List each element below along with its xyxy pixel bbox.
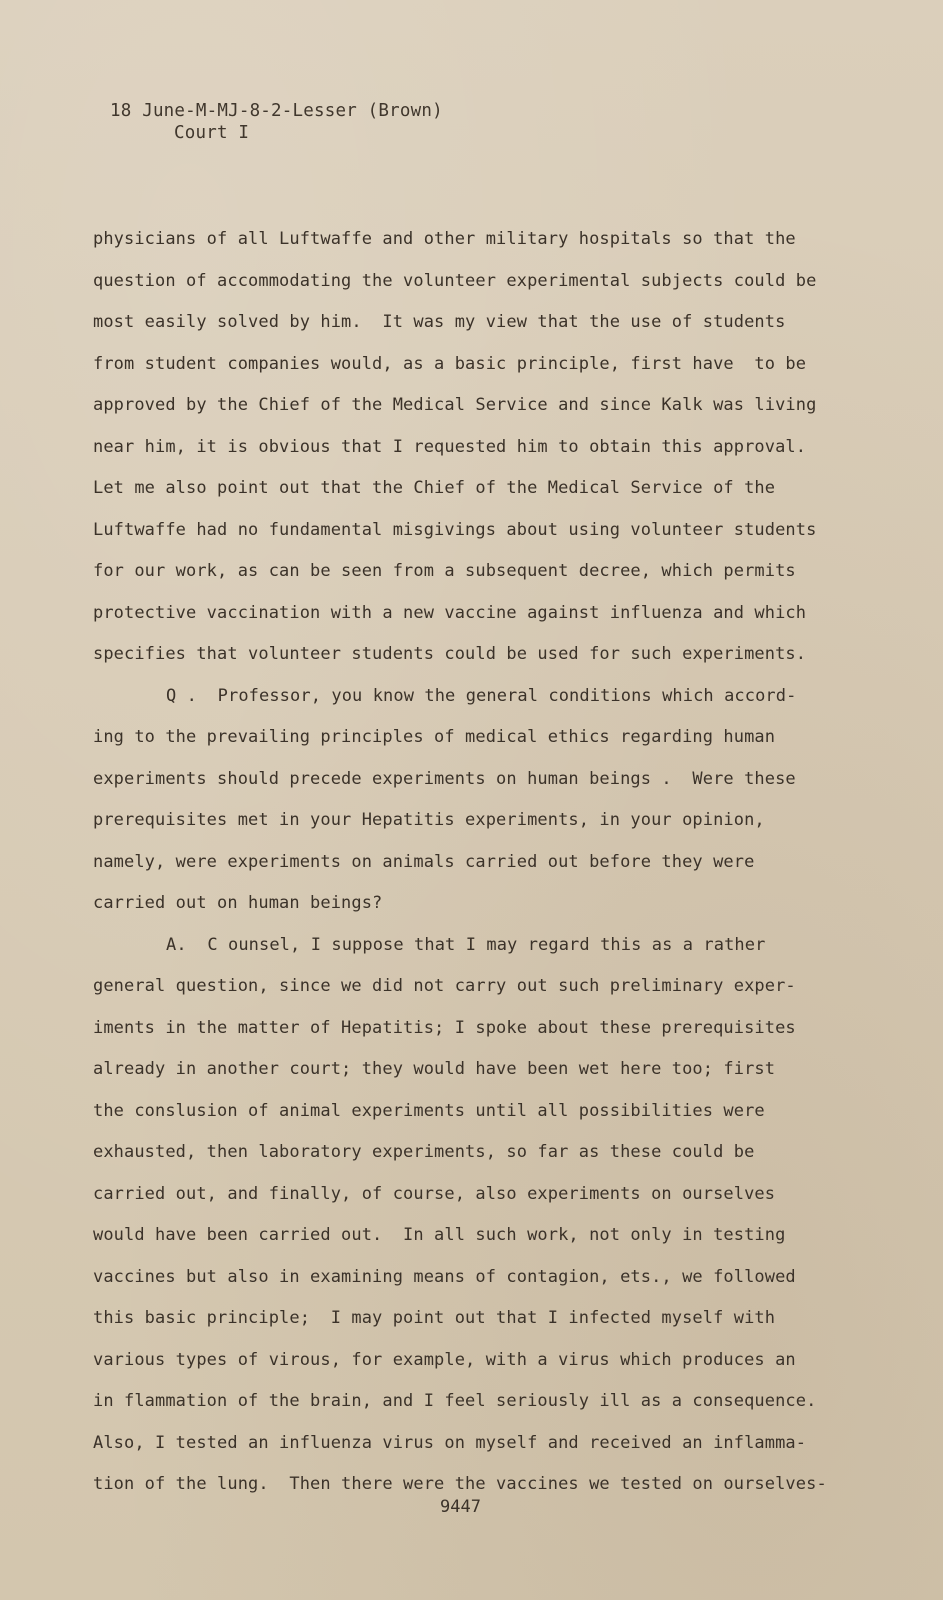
text-line: already in another court; they would have been wet here too; first bbox=[93, 1059, 776, 1079]
text-line: carried out, and finally, of course, also experiments on ourselves bbox=[93, 1183, 776, 1204]
text-line: most easily solved by him. It was my view that the use of students bbox=[93, 312, 786, 332]
answer-line: A. C ounsel, I suppose that I may regard this as a rather bbox=[166, 934, 766, 955]
text-line: this basic principle; I may point out that I infected myself with bbox=[93, 1308, 776, 1328]
question-line: Q . Professor, you know the general conditions which accord- bbox=[166, 685, 797, 706]
text-line: the conslusion of animal experiments until all possibilities were bbox=[93, 1100, 765, 1121]
text-line: protective vaccination with a new vaccine against influenza and which bbox=[93, 602, 807, 623]
text-line: Also, I tested an influenza virus on myself and received an inflamma- bbox=[93, 1432, 807, 1453]
text-line: iments in the matter of Hepatitis; I spoke about these prerequisites bbox=[93, 1017, 796, 1038]
header-reference-line: 18 June-M-MJ-8-2-Lesser (Brown) bbox=[110, 101, 443, 121]
text-line: specifies that volunteer students could be used for such experiments. bbox=[93, 644, 807, 664]
text-line: question of accommodating the volunteer experimental subjects could be bbox=[93, 270, 817, 291]
text-line: carried out on human beings? bbox=[93, 893, 383, 913]
text-line: general question, since we did not carry out such preliminary exper- bbox=[93, 976, 796, 996]
page-header bbox=[110, 100, 443, 144]
text-line: near him, it is obvious that I requested him to obtain this approval. bbox=[93, 436, 807, 457]
text-line: exhausted, then laboratory experiments, so far as these could be bbox=[93, 1142, 755, 1162]
text-line: various types of virous, for example, with a virus which produces an bbox=[93, 1349, 796, 1370]
text-line: vaccines but also in examining means of contagion, ets., we followed bbox=[93, 1266, 796, 1287]
text-line: experiments should precede experiments on human beings . Were these bbox=[93, 768, 796, 789]
page-number: 9447 bbox=[440, 1497, 481, 1517]
text-line: ing to the prevailing principles of medical ethics regarding human bbox=[93, 727, 776, 747]
text-line: Let me also point out that the Chief of the Medical Service of the bbox=[93, 478, 776, 498]
text-line: Luftwaffe had no fundamental misgivings about using volunteer students bbox=[93, 519, 817, 540]
text-line: for our work, as can be seen from a subsequent decree, which permits bbox=[93, 561, 796, 581]
text-line: would have been carried out. In all such work, not only in testing bbox=[93, 1225, 786, 1245]
text-line: prerequisites met in your Hepatitis experiments, in your opinion, bbox=[93, 810, 765, 830]
text-line: from student companies would, as a basic principle, first have to be bbox=[93, 353, 807, 374]
header-court-line: Court I bbox=[174, 123, 250, 143]
text-line: tion of the lung. Then there were the vaccines we tested on ourselves- bbox=[93, 1474, 827, 1494]
text-line: physicians of all Luftwaffe and other military hospitals so that the bbox=[93, 229, 796, 249]
text-line: in flammation of the brain, and I feel seriously ill as a consequence. bbox=[93, 1391, 817, 1411]
text-line: namely, were experiments on animals carried out before they were bbox=[93, 851, 755, 872]
text-line: approved by the Chief of the Medical Service and since Kalk was living bbox=[93, 395, 817, 415]
transcript-body bbox=[93, 224, 913, 1511]
